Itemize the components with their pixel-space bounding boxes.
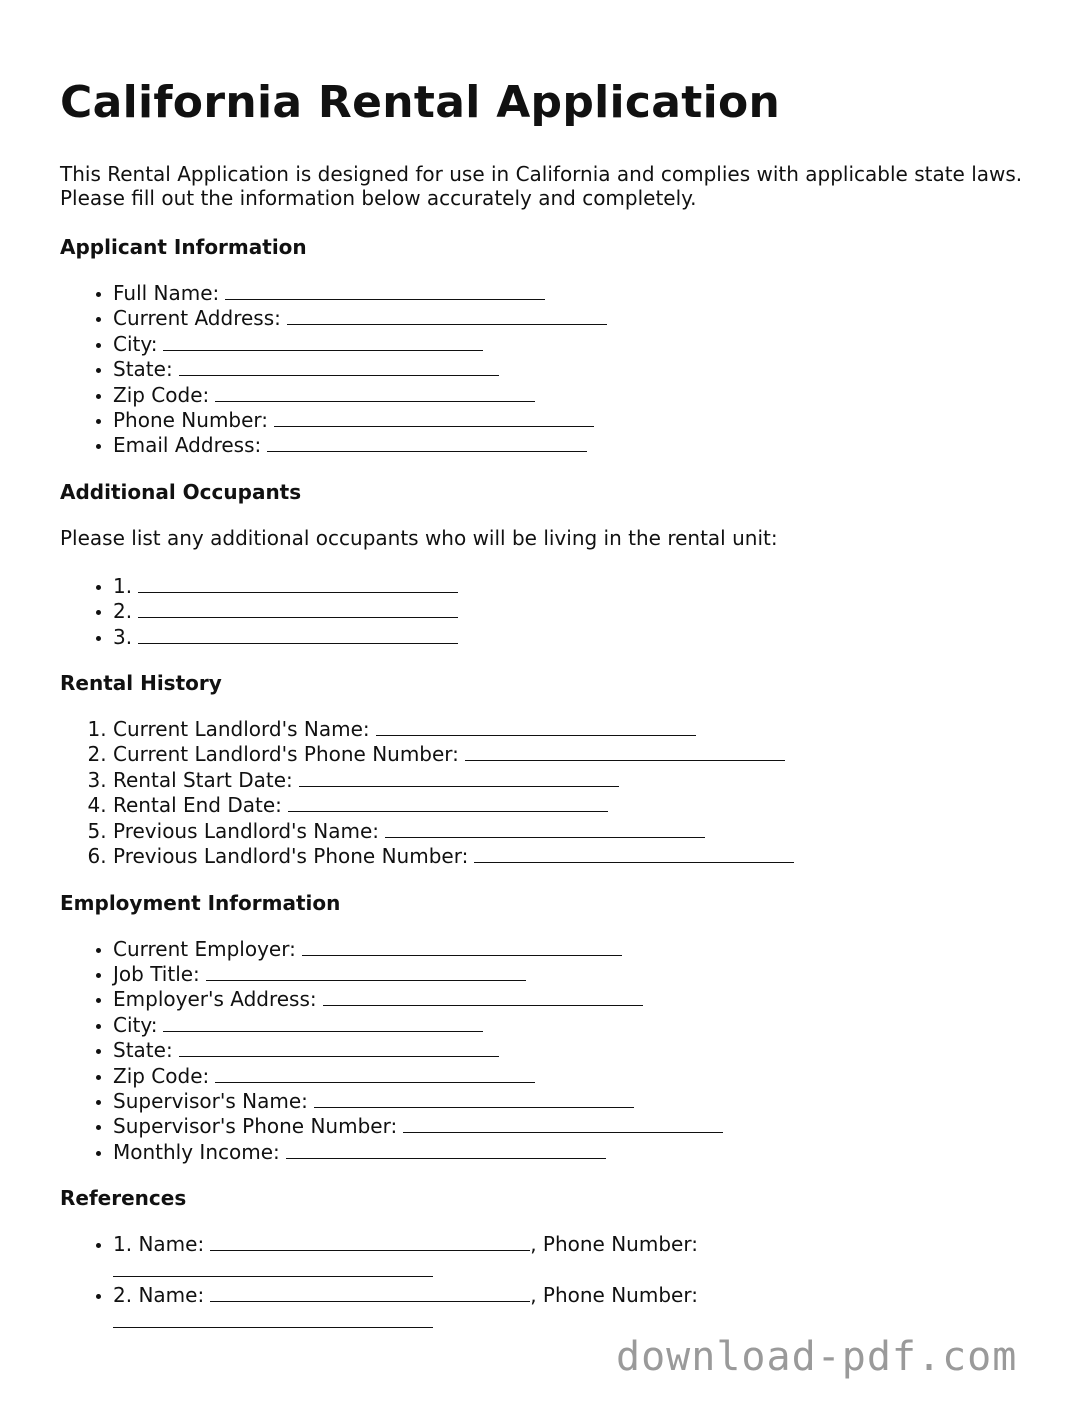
employer-city-blank[interactable]: [163, 1013, 483, 1032]
reference-name-label: 2. Name:: [113, 1283, 205, 1308]
list-item: [113, 332, 1040, 357]
reference-1-name-blank[interactable]: [210, 1232, 530, 1251]
field-label: Current Employer:: [113, 936, 296, 961]
job-title-blank[interactable]: [206, 962, 526, 981]
list-item: [113, 357, 1040, 382]
list-item: [113, 306, 1040, 331]
applicant-field-list: [60, 281, 1040, 459]
field-label: Zip Code:: [113, 382, 210, 407]
occupants-list: [60, 574, 1040, 650]
field-label: Employer's Address:: [113, 987, 317, 1012]
field-label: State:: [113, 1038, 173, 1063]
occupant-2-blank[interactable]: [138, 599, 458, 618]
reference-phone-label: , Phone Number:: [530, 1283, 698, 1308]
zip-code-blank[interactable]: [215, 383, 535, 402]
current-landlord-name-blank[interactable]: [376, 717, 696, 736]
field-label: Rental Start Date:: [113, 767, 293, 792]
list-item: [113, 1064, 1040, 1089]
field-label: Job Title:: [113, 961, 200, 986]
list-item: [113, 599, 1040, 624]
reference-2-name-blank[interactable]: [210, 1283, 530, 1302]
list-item: [113, 768, 1040, 793]
list-item: [113, 819, 1040, 844]
list-item: [113, 574, 1040, 599]
supervisor-phone-blank[interactable]: [403, 1114, 723, 1133]
intro-paragraph: This Rental Application is designed for use in California and complies with applicable state laws. Please fill out the information below accurately and completely.: [60, 162, 1023, 210]
section-heading-rental-history: Rental History: [60, 671, 222, 696]
previous-landlord-name-blank[interactable]: [385, 819, 705, 838]
current-landlord-phone-blank[interactable]: [465, 742, 785, 761]
item-number: 3.: [113, 624, 133, 649]
list-item: [113, 383, 1040, 408]
section-heading-occupants: Additional Occupants: [60, 479, 302, 504]
field-label: Previous Landlord's Name:: [113, 818, 380, 843]
field-label: Monthly Income:: [113, 1139, 280, 1164]
list-item: [113, 1013, 1040, 1038]
employer-zip-code-blank[interactable]: [215, 1064, 535, 1083]
list-item: [113, 1283, 1040, 1334]
field-label: Current Address:: [113, 306, 281, 331]
list-item: [113, 937, 1040, 962]
employment-field-list: [60, 937, 1040, 1166]
monthly-income-blank[interactable]: [286, 1140, 606, 1159]
email-address-blank[interactable]: [267, 433, 587, 452]
field-label: State:: [113, 357, 173, 382]
field-label: Email Address:: [113, 433, 262, 458]
field-label: City:: [113, 1012, 158, 1037]
page-title: California Rental Application: [60, 77, 781, 128]
reference-2-phone-blank[interactable]: [113, 1309, 433, 1328]
field-label: Phone Number:: [113, 408, 269, 433]
section-heading-applicant: Applicant Information: [60, 235, 307, 259]
list-item: [113, 742, 1040, 767]
field-label: Full Name:: [113, 281, 220, 305]
reference-1-phone-blank[interactable]: [113, 1258, 433, 1277]
field-label: Supervisor's Name:: [113, 1088, 308, 1113]
employer-state-blank[interactable]: [179, 1038, 499, 1057]
rental-end-date-blank[interactable]: [288, 793, 608, 812]
section-heading-references: References: [60, 1186, 187, 1211]
list-item: [113, 962, 1040, 987]
list-item: [113, 987, 1040, 1012]
item-number: 1.: [113, 573, 133, 598]
occupants-instruction: Please list any additional occupants who will be living in the rental unit:: [60, 525, 778, 550]
list-item: [113, 1232, 1040, 1283]
list-item: [113, 1140, 1040, 1165]
list-item: [113, 717, 1040, 742]
field-label: Current Landlord's Phone Number:: [113, 742, 459, 767]
list-item: [113, 433, 1040, 458]
occupant-1-blank[interactable]: [138, 574, 458, 593]
references-list: [60, 1232, 1040, 1334]
reference-phone-label: , Phone Number:: [530, 1232, 698, 1257]
field-label: City:: [113, 331, 158, 356]
section-heading-employment: Employment Information: [60, 890, 341, 915]
field-label: Supervisor's Phone Number:: [113, 1114, 398, 1139]
field-label: Rental End Date:: [113, 793, 282, 818]
phone-number-blank[interactable]: [274, 408, 594, 427]
rental-history-list: [60, 717, 1040, 869]
rental-start-date-blank[interactable]: [299, 768, 619, 787]
list-item: [113, 281, 1040, 306]
list-item: [113, 793, 1040, 818]
list-item: [113, 1038, 1040, 1063]
current-address-blank[interactable]: [287, 306, 607, 325]
watermark: download-pdf.com: [616, 1334, 1018, 1380]
document-page: [60, 72, 1040, 1355]
list-item: [113, 1114, 1040, 1139]
list-item: [113, 408, 1040, 433]
city-blank[interactable]: [163, 332, 483, 351]
occupant-3-blank[interactable]: [138, 625, 458, 644]
field-label: Previous Landlord's Phone Number:: [113, 844, 469, 869]
current-employer-blank[interactable]: [302, 937, 622, 956]
full-name-blank[interactable]: [225, 281, 545, 300]
reference-name-label: 1. Name:: [113, 1232, 205, 1257]
item-number: 2.: [113, 599, 133, 624]
field-label: Current Landlord's Name:: [113, 717, 370, 742]
state-blank[interactable]: [179, 357, 499, 376]
employer-address-blank[interactable]: [323, 987, 643, 1006]
list-item: [113, 844, 1040, 869]
list-item: [113, 1089, 1040, 1114]
previous-landlord-phone-blank[interactable]: [474, 844, 794, 863]
supervisor-name-blank[interactable]: [314, 1089, 634, 1108]
list-item: [113, 625, 1040, 650]
field-label: Zip Code:: [113, 1063, 210, 1088]
